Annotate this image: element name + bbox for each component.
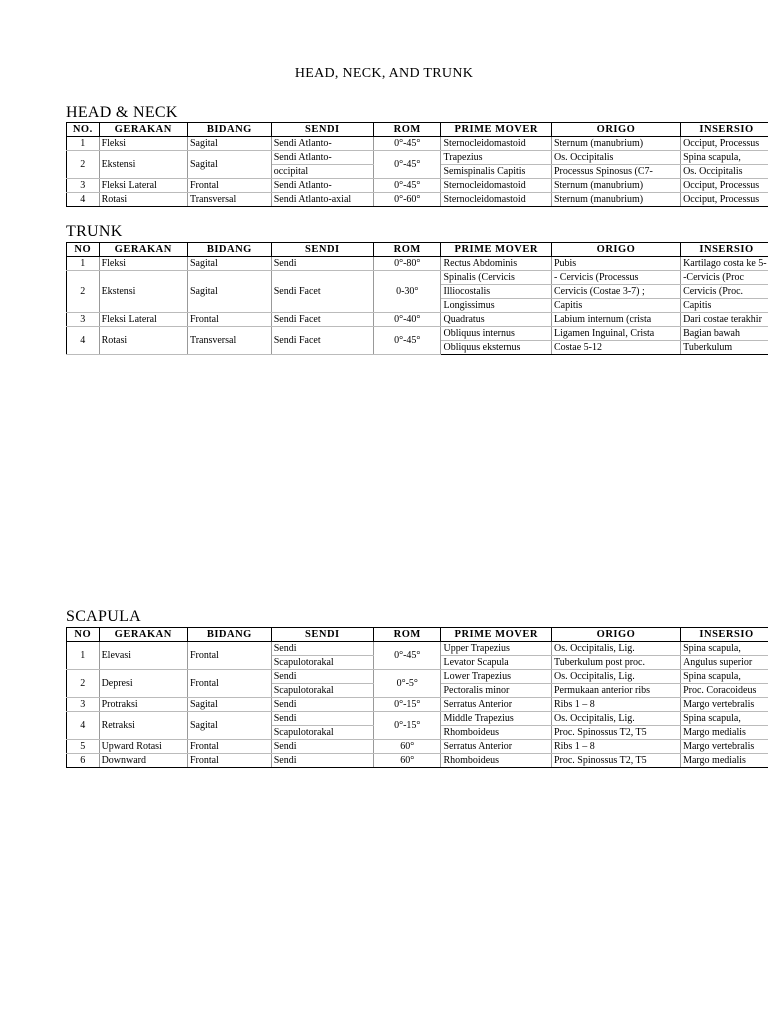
cell-bidang: Sagital	[187, 151, 271, 179]
cell-bidang: Frontal	[187, 754, 271, 768]
cell-no: 3	[67, 179, 100, 193]
table-row	[67, 257, 768, 271]
table-row	[67, 754, 768, 768]
cell-no: 3	[67, 313, 100, 327]
cell-gerakan: Fleksi Lateral	[99, 313, 187, 327]
cell-bidang: Sagital	[187, 698, 271, 712]
cell-sendi: Sendi Atlanto-	[271, 179, 373, 193]
cell-sendi: Scapulotorakal	[271, 726, 373, 740]
cell-insersio: Kartilago costa ke 5-	[681, 257, 768, 271]
cell-sendi: Sendi	[271, 670, 373, 684]
cell-rom: 0°-15°	[374, 698, 441, 712]
cell-gerakan: Protraksi	[99, 698, 187, 712]
cell-gerakan: Depresi	[99, 670, 187, 698]
cell-gerakan: Ekstensi	[99, 271, 187, 313]
cell-origo: Proc. Spinossus T2, T5	[551, 726, 680, 740]
cell-sendi: Scapulotorakal	[271, 656, 373, 670]
cell-gerakan: Fleksi	[99, 257, 187, 271]
cell-sendi: occipital	[271, 165, 373, 179]
cell-origo: Processus Spinosus (C7-	[551, 165, 680, 179]
cell-gerakan: Upward Rotasi	[99, 740, 187, 754]
col-header-rom: ROM	[374, 123, 441, 137]
cell-sendi: Sendi	[271, 740, 373, 754]
col-header-no: NO	[67, 628, 100, 642]
cell-insersio: Dari costae terakhir	[681, 313, 768, 327]
cell-no: 2	[67, 670, 100, 698]
cell-prime-mover: Lower Trapezius	[441, 670, 551, 684]
table-header-row	[67, 243, 768, 257]
cell-gerakan: Rotasi	[99, 193, 187, 207]
cell-insersio: Cervicis (Proc.	[681, 285, 768, 299]
cell-prime-mover: Rectus Abdominis	[441, 257, 551, 271]
cell-insersio: Angulus superior	[681, 656, 768, 670]
cell-insersio: Margo medialis	[681, 726, 768, 740]
cell-no: 4	[67, 193, 100, 207]
cell-prime-mover: Rhomboideus	[441, 726, 551, 740]
col-header-bidang: BIDANG	[187, 628, 271, 642]
col-header-origo: ORIGO	[551, 628, 680, 642]
cell-gerakan: Retraksi	[99, 712, 187, 740]
cell-insersio: Margo medialis	[681, 754, 768, 768]
cell-sendi: Sendi Facet	[271, 271, 373, 313]
col-header-origo: ORIGO	[551, 243, 680, 257]
cell-prime-mover: Sternocleidomastoid	[441, 179, 551, 193]
cell-sendi: Scapulotorakal	[271, 684, 373, 698]
cell-bidang: Sagital	[187, 712, 271, 740]
cell-rom: 0°-45°	[374, 327, 441, 355]
col-header-prime-mover: PRIME MOVER	[441, 123, 551, 137]
cell-gerakan: Elevasi	[99, 642, 187, 670]
cell-rom: 0°-40°	[374, 313, 441, 327]
cell-no: 4	[67, 712, 100, 740]
cell-origo: Os. Occipitalis, Lig.	[551, 670, 680, 684]
cell-insersio: Occiput, Processus	[681, 179, 768, 193]
cell-insersio: Spina scapula,	[681, 151, 768, 165]
cell-sendi: Sendi	[271, 642, 373, 656]
cell-prime-mover: Illiocostalis	[441, 285, 551, 299]
cell-prime-mover: Spinalis (Cervicis	[441, 271, 551, 285]
cell-prime-mover: Upper Trapezius	[441, 642, 551, 656]
cell-origo: Permukaan anterior ribs	[551, 684, 680, 698]
page-title: HEAD, NECK, AND TRUNK	[294, 66, 474, 81]
cell-rom: 0°-80°	[374, 257, 441, 271]
col-header-no: NO	[67, 243, 100, 257]
cell-origo: Capitis	[551, 299, 680, 313]
table-row	[67, 193, 768, 207]
trunk-table	[66, 242, 768, 355]
cell-insersio: Margo vertebralis	[681, 740, 768, 754]
col-header-prime-mover: PRIME MOVER	[441, 628, 551, 642]
cell-no: 3	[67, 698, 100, 712]
cell-insersio: Spina scapula,	[681, 712, 768, 726]
cell-origo: Costae 5-12	[551, 341, 680, 355]
cell-sendi: Sendi Atlanto-axial	[271, 193, 373, 207]
col-header-gerakan: GERAKAN	[99, 628, 187, 642]
cell-gerakan: Rotasi	[99, 327, 187, 355]
table-row	[67, 179, 768, 193]
cell-origo: Ligamen Inguinal, Crista	[551, 327, 680, 341]
scapula-table	[66, 627, 768, 768]
cell-bidang: Frontal	[187, 670, 271, 698]
cell-rom: 0-30°	[374, 271, 441, 313]
cell-prime-mover: Longissimus	[441, 299, 551, 313]
cell-sendi: Sendi Atlanto-	[271, 137, 373, 151]
cell-prime-mover: Obliquus internus	[441, 327, 551, 341]
cell-origo: Proc. Spinossus T2, T5	[551, 754, 680, 768]
section-title-scapula: SCAPULA	[66, 608, 142, 625]
cell-sendi: Sendi	[271, 712, 373, 726]
cell-prime-mover: Middle Trapezius	[441, 712, 551, 726]
table-row	[67, 151, 768, 165]
cell-prime-mover: Pectoralis minor	[441, 684, 551, 698]
cell-no: 1	[67, 642, 100, 670]
cell-prime-mover: Levator Scapula	[441, 656, 551, 670]
cell-origo: Os. Occipitalis, Lig.	[551, 712, 680, 726]
cell-prime-mover: Serratus Anterior	[441, 698, 551, 712]
cell-insersio: Proc. Coracoideus	[681, 684, 768, 698]
cell-gerakan: Fleksi	[99, 137, 187, 151]
cell-bidang: Frontal	[187, 740, 271, 754]
cell-sendi: Sendi Facet	[271, 327, 373, 355]
cell-origo: Ribs 1 – 8	[551, 740, 680, 754]
col-header-prime-mover: PRIME MOVER	[441, 243, 551, 257]
cell-bidang: Frontal	[187, 313, 271, 327]
cell-rom: 0°-60°	[374, 193, 441, 207]
cell-rom: 0°-45°	[374, 642, 441, 670]
cell-insersio: Occiput, Processus	[681, 193, 768, 207]
cell-rom: 60°	[374, 740, 441, 754]
col-header-sendi: SENDI	[271, 628, 373, 642]
cell-no: 2	[67, 151, 100, 179]
cell-origo: Ribs 1 – 8	[551, 698, 680, 712]
col-header-insersio: INSERSIO	[681, 243, 768, 257]
cell-origo: - Cervicis (Processus	[551, 271, 680, 285]
cell-no: 1	[67, 137, 100, 151]
cell-origo: Tuberkulum post proc.	[551, 656, 680, 670]
cell-prime-mover: Sternocleidomastoid	[441, 193, 551, 207]
cell-prime-mover: Sternocleidomastoid	[441, 137, 551, 151]
cell-no: 5	[67, 740, 100, 754]
table-row	[67, 271, 768, 285]
cell-bidang: Sagital	[187, 257, 271, 271]
cell-insersio: Capitis	[681, 299, 768, 313]
cell-gerakan: Fleksi Lateral	[99, 179, 187, 193]
cell-rom: 0°-5°	[374, 670, 441, 698]
cell-insersio: Margo vertebralis	[681, 698, 768, 712]
col-header-gerakan: GERAKAN	[99, 123, 187, 137]
cell-bidang: Frontal	[187, 642, 271, 670]
head-neck-table	[66, 122, 768, 207]
cell-origo: Sternum (manubrium)	[551, 137, 680, 151]
table-row	[67, 137, 768, 151]
table-row	[67, 712, 768, 726]
cell-insersio: Occiput, Processus	[681, 137, 768, 151]
cell-sendi: Sendi	[271, 698, 373, 712]
cell-prime-mover: Obliquus eksternus	[441, 341, 551, 355]
cell-sendi: Sendi Atlanto-	[271, 151, 373, 165]
cell-origo: Sternum (manubrium)	[551, 193, 680, 207]
cell-insersio: Os. Occipitalis	[681, 165, 768, 179]
table-row	[67, 642, 768, 656]
cell-no: 2	[67, 271, 100, 313]
cell-origo: Labium internum (crista	[551, 313, 680, 327]
cell-prime-mover: Semispinalis Capitis	[441, 165, 551, 179]
cell-bidang: Frontal	[187, 179, 271, 193]
cell-prime-mover: Quadratus	[441, 313, 551, 327]
cell-origo: Sternum (manubrium)	[551, 179, 680, 193]
cell-prime-mover: Rhomboideus	[441, 754, 551, 768]
table-header-row	[67, 628, 768, 642]
table-header-row	[67, 123, 768, 137]
col-header-sendi: SENDI	[271, 123, 373, 137]
cell-rom: 0°-45°	[374, 179, 441, 193]
cell-gerakan: Ekstensi	[99, 151, 187, 179]
table-row	[67, 313, 768, 327]
col-header-bidang: BIDANG	[187, 243, 271, 257]
cell-origo: Os. Occipitalis	[551, 151, 680, 165]
cell-rom: 0°-45°	[374, 151, 441, 179]
cell-sendi: Sendi Facet	[271, 313, 373, 327]
cell-bidang: Transversal	[187, 327, 271, 355]
col-header-gerakan: GERAKAN	[99, 243, 187, 257]
col-header-insersio: INSERSIO	[681, 123, 768, 137]
cell-sendi: Sendi	[271, 754, 373, 768]
section-title-head-neck: HEAD & NECK	[66, 104, 178, 121]
col-header-rom: ROM	[374, 243, 441, 257]
cell-prime-mover: Serratus Anterior	[441, 740, 551, 754]
table-row	[67, 740, 768, 754]
table-row	[67, 327, 768, 341]
cell-bidang: Sagital	[187, 271, 271, 313]
col-header-origo: ORIGO	[551, 123, 680, 137]
cell-bidang: Transversal	[187, 193, 271, 207]
col-header-rom: ROM	[374, 628, 441, 642]
cell-prime-mover: Trapezius	[441, 151, 551, 165]
cell-rom: 0°-15°	[374, 712, 441, 740]
cell-origo: Pubis	[551, 257, 680, 271]
cell-no: 6	[67, 754, 100, 768]
cell-rom: 60°	[374, 754, 441, 768]
col-header-no: NO.	[67, 123, 100, 137]
cell-insersio: Tuberkulum	[681, 341, 768, 355]
cell-sendi: Sendi	[271, 257, 373, 271]
cell-no: 4	[67, 327, 100, 355]
cell-rom: 0°-45°	[374, 137, 441, 151]
cell-no: 1	[67, 257, 100, 271]
cell-insersio: Spina scapula,	[681, 642, 768, 656]
cell-origo: Os. Occipitalis, Lig.	[551, 642, 680, 656]
col-header-insersio: INSERSIO	[681, 628, 768, 642]
section-title-trunk: TRUNK	[66, 223, 123, 240]
cell-insersio: -Cervicis (Proc	[681, 271, 768, 285]
col-header-bidang: BIDANG	[187, 123, 271, 137]
cell-gerakan: Downward	[99, 754, 187, 768]
cell-bidang: Sagital	[187, 137, 271, 151]
col-header-sendi: SENDI	[271, 243, 373, 257]
table-row	[67, 698, 768, 712]
cell-insersio: Bagian bawah	[681, 327, 768, 341]
cell-insersio: Spina scapula,	[681, 670, 768, 684]
cell-origo: Cervicis (Costae 3-7) ;	[551, 285, 680, 299]
table-row	[67, 670, 768, 684]
